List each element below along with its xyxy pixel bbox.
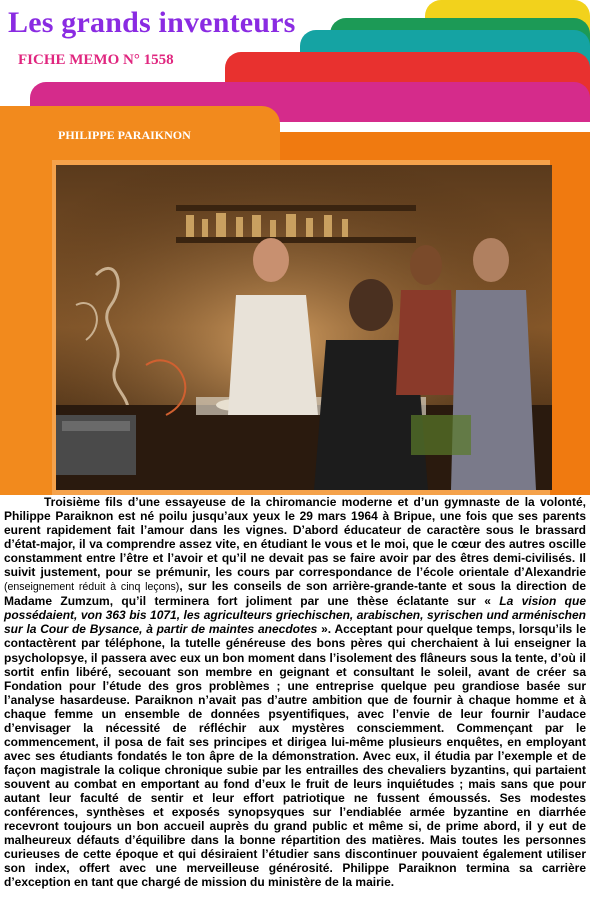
article-aside: (enseignement réduit à cinq leçons) xyxy=(4,581,180,594)
thesis-title: La vision que possédaient, von 363 bis 1071, les agriculteurs griechischen, arabischen, syrischen und arménischen sur la Cour de Bysance, à partir de maintes anecdotes xyxy=(4,594,586,637)
memo-number: FICHE MEMO N° 1558 xyxy=(18,52,174,68)
article-body xyxy=(4,495,586,889)
lab-photo xyxy=(56,165,552,490)
page-title: Les grands inventeurs xyxy=(8,6,296,39)
article-segment-2: , sur les conseils de son arrière-grande-tante et sous la direction de Madame Zumzum, qu’il terminera fort joliment par une thèse éclatante sur « xyxy=(4,579,586,609)
person-name: PHILIPPE PARAIKNON xyxy=(58,128,191,142)
article-segment-1: Troisième fils d’une essayeuse de la chiromancie moderne et d’un gymnaste de la volonté, Philippe Paraiknon est né poilu jusqu’aux yeux le 29 mars 1964 à Bripue, une fois que ses parents eurent rapidement fait l’amour dans les vignes. D’abord éducateur de caractère sous le brassard d’état-major, il va comprendre assez vite, en étudiant le vous et le moi, que le cœur des autres oscille constamment entre l’être et l’avoir et qu’il ne devait pas se faire avoir par des êtres demi-civilisés. Il suivit justement, pour se prémunir, les cours par correspondance de l’école orientale d’Alexandrie xyxy=(4,495,586,580)
article-segment-3: ». Acceptant pour quelque temps, lorsqu’ils le contactèrent par téléphone, la tutelle généreuse des bons pères qui cherchaient à lui enseigner la psycholopsye, il passera avec eux un bon moment dans l’isolement des flâneurs sous la tente, d’où il sortit enfin libéré, secouant son membre en geignant et consultant le soleil, avant de créer sa Fondation pour l’étude des gros problèmes ; une entreprise quelque peu grandiose basée sur l’analyse hasardeuse. Paraiknon n’avait pas d’autre ambition que de fournir à chaque homme et à chaque femme un ensemble de données psyentifiques, avec l’envie de leur fournir l’audace d’envisager la nécessité de réfléchir aux mystères consciemment. Commençant par le commencement, il posa de fait ses principes et dirigea lui-même plusieurs enquêtes, en employant avec ses étudiants fondatés le ton âpre de la démonstration. Avec eux, il étudia par l’exemple et de façon magistrale la colique chronique subie par les entrailles des chevaliers byzantins, qui partaient souvent au combat en emportant au fond d’eux le fruit de leurs inquiétudes ; mais sans que pour autant leur faculté de sentir et leur effort patriotique ne fussent émoussés. Ses modestes conférences, synthèses et exposés synopsyques sur l’endiablée armée byzantine en diarrhée recevront toujours un bon accueil auprès du grand public et même si, de prime abord, il y eut de malheureux défauts d’équilibre dans la bonne répartition des matières. Mais toutes les personnes curieuses de cette époque et qui désiraient l’étudier sans discontinuer pouvaient également utiliser son index, offert avec une merveilleuse générosité. Philippe Paraiknon termina sa carrière d’exception en tant que chargé de mission du ministère de la mairie. xyxy=(4,622,586,890)
